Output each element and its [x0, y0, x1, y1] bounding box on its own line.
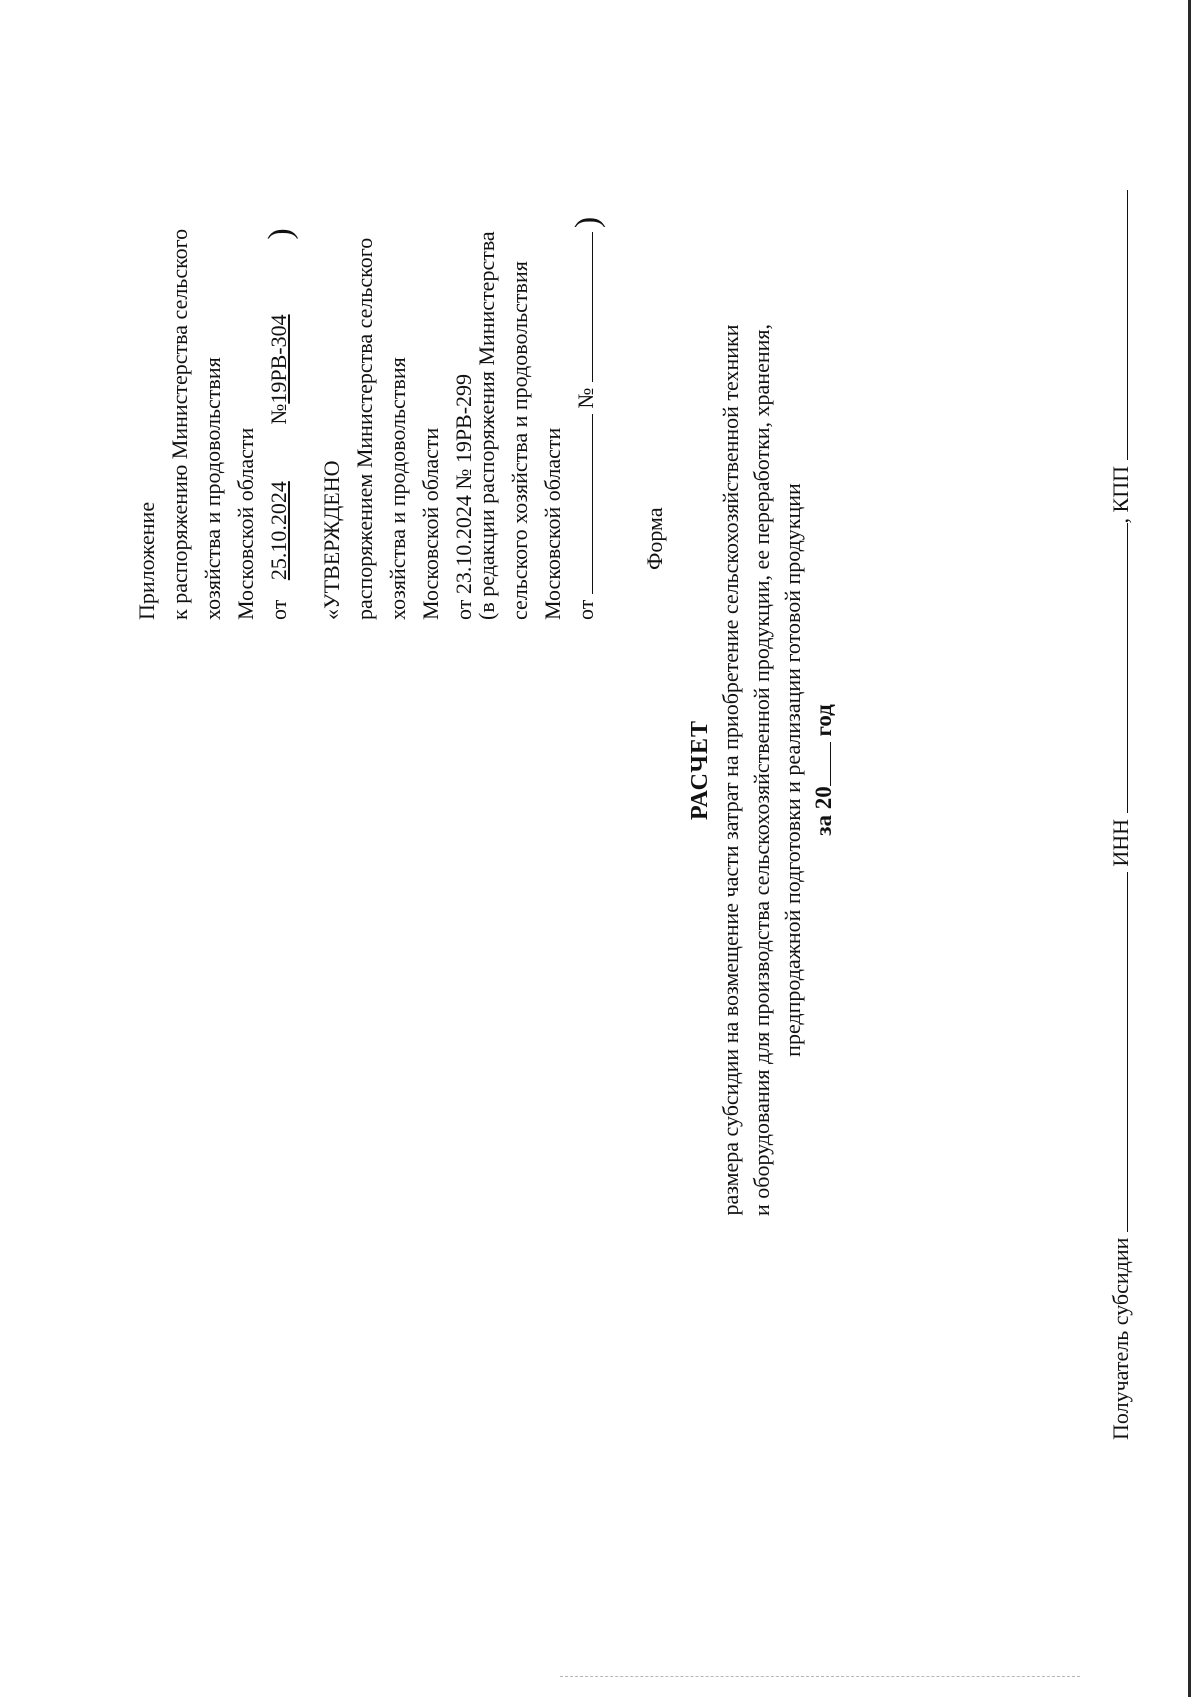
recipient-label: Получатель субсидии	[1108, 1237, 1133, 1440]
title-line: размера субсидии на возмещение части затрат на приобретение сельскохозяйственной техники	[718, 324, 743, 1216]
recipient-blank	[1105, 872, 1128, 1232]
edition-block	[470, 60, 606, 620]
scan-streak	[560, 1676, 1080, 1678]
year-line	[808, 20, 839, 1520]
approved-line: хозяйства и продовольствия	[385, 357, 410, 620]
kpp-label: , КПП	[1108, 465, 1133, 524]
title-line: и оборудования для производства сельскохозяйственной продукции, ее переработки, хранения,	[749, 323, 774, 1217]
recipient-line	[1105, 190, 1134, 1440]
document-page	[130, 0, 1180, 1520]
edition-number-prefix: №	[573, 387, 598, 409]
appendix-number-prefix: №	[266, 403, 291, 425]
appendix-block	[130, 100, 299, 620]
edition-line: Московской области	[540, 427, 565, 620]
edition-date-prefix: от	[573, 599, 598, 620]
forma-label: Форма	[642, 507, 667, 570]
appendix-line: Московской области	[233, 427, 258, 620]
approved-block	[315, 100, 480, 620]
approved-line: «УТВЕРЖДЕНО	[319, 460, 344, 620]
scan-edge-line	[1188, 0, 1191, 1697]
appendix-line: к распоряжению Министерства сельского	[167, 228, 192, 620]
year-blank	[810, 742, 831, 786]
title-line: предпродажной подготовки и реализации готовой продукции	[780, 483, 805, 1057]
closing-bracket-icon: )	[568, 216, 606, 229]
appendix-date-value: 25.10.2024	[266, 481, 291, 581]
approved-line: Московской области	[418, 427, 443, 620]
appendix-number-value: 19РВ-304	[266, 314, 291, 404]
inn-blank	[1105, 523, 1128, 813]
title-block	[685, 20, 839, 1520]
approved-line: от 23.10.2024 № 19РВ-299	[451, 373, 476, 620]
edition-date-line	[568, 60, 606, 620]
edition-line: (в редакции распоряжения Министерства	[474, 231, 499, 620]
approved-line: распоряжением Министерства сельского	[352, 237, 377, 620]
appendix-date-line	[261, 100, 299, 620]
edition-date-blank	[570, 414, 593, 594]
closing-bracket-icon: )	[261, 228, 299, 240]
document-title: РАСЧЕТ	[687, 719, 713, 821]
appendix-date-prefix: от	[266, 599, 291, 620]
appendix-line: хозяйства и продовольствия	[200, 357, 225, 620]
appendix-line: Приложение	[134, 501, 159, 620]
year-suffix: год	[811, 704, 836, 737]
inn-label: ИНН	[1108, 818, 1133, 867]
edition-line: сельского хозяйства и продовольствия	[507, 261, 532, 620]
kpp-blank	[1105, 190, 1128, 460]
edition-number-blank	[570, 232, 593, 382]
year-prefix: за 20	[811, 786, 836, 836]
